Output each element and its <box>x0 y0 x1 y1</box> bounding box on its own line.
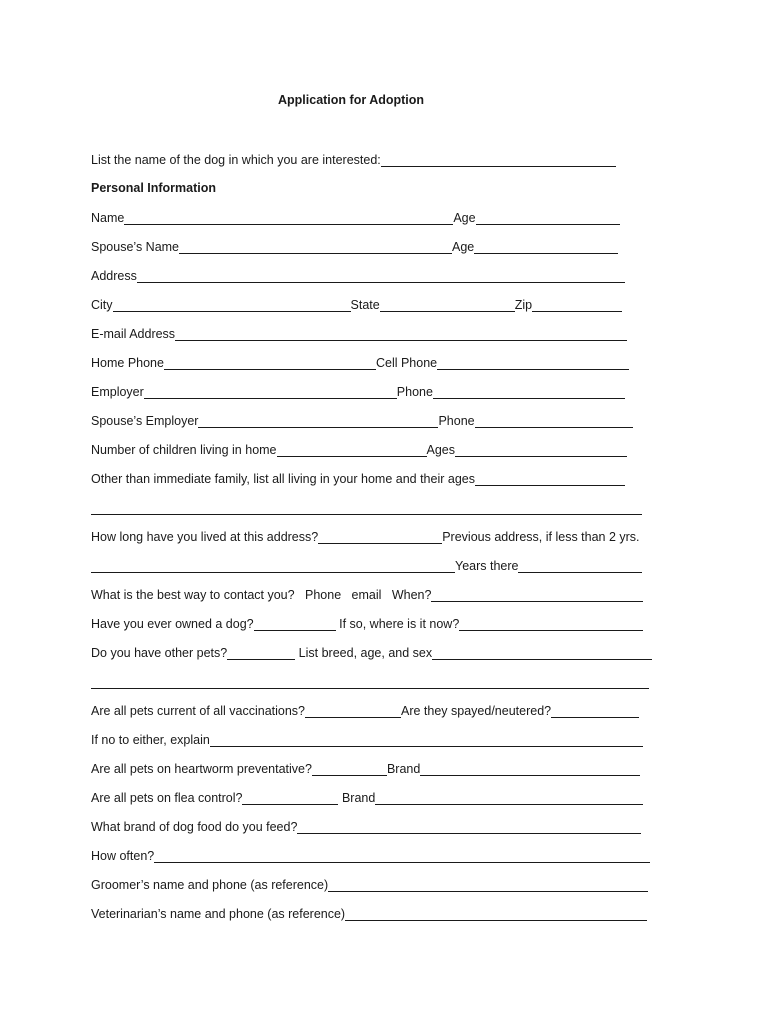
cell-phone-field[interactable] <box>437 355 629 370</box>
vet-field[interactable] <box>345 906 647 921</box>
others-in-home-continuation-field[interactable] <box>91 500 642 515</box>
age-label: Age <box>453 211 476 225</box>
groomer-field[interactable] <box>328 877 648 892</box>
flea-row <box>91 788 656 806</box>
address-label: Address <box>91 269 137 283</box>
vaccinations-label: Are all pets current of all vaccinations? <box>91 704 305 718</box>
residence-row <box>91 527 656 545</box>
others-in-home-field[interactable] <box>475 471 625 486</box>
other-pets-label: Do you have other pets? <box>91 646 228 660</box>
spouse-employer-label: Spouse’s Employer <box>91 414 199 428</box>
state-label: State <box>350 298 380 312</box>
state-field[interactable] <box>380 297 515 312</box>
explain-field[interactable] <box>210 732 643 747</box>
explain-row <box>91 730 656 748</box>
heartworm-brand-field[interactable] <box>420 761 640 776</box>
other-pets-row <box>91 643 656 661</box>
age-field[interactable] <box>476 210 620 225</box>
vet-label: Veterinarian’s name and phone (as reference) <box>91 907 346 921</box>
heartworm-brand-label: Brand <box>386 762 421 776</box>
city-label: City <box>91 298 113 312</box>
page-title: Application for Adoption <box>278 93 425 107</box>
flea-label: Are all pets on flea control? <box>91 791 243 805</box>
dog-food-label: What brand of dog food do you feed? <box>91 820 298 834</box>
other-pets-continuation-field[interactable] <box>91 674 649 689</box>
heartworm-row <box>91 759 656 777</box>
phone-row <box>91 353 656 371</box>
explain-label: If no to either, explain <box>91 733 210 747</box>
city-field[interactable] <box>113 297 351 312</box>
groomer-row <box>91 875 656 893</box>
others-in-home-row <box>91 469 656 487</box>
contact-row <box>91 585 656 603</box>
children-ages-label: Ages <box>426 443 456 457</box>
other-pets-field[interactable] <box>227 645 295 660</box>
city-row <box>91 295 656 313</box>
other-pets-continuation-row <box>91 672 656 690</box>
spouse-name-label: Spouse’s Name <box>91 240 180 254</box>
home-phone-field[interactable] <box>164 355 376 370</box>
address-field[interactable] <box>137 268 625 283</box>
vaccinations-field[interactable] <box>305 703 401 718</box>
email-row <box>91 324 656 342</box>
cell-phone-label: Cell Phone <box>375 356 438 370</box>
spouse-employer-phone-field[interactable] <box>475 413 633 428</box>
previous-address-label: Previous address, if less than 2 yrs. <box>442 530 640 544</box>
employer-label: Employer <box>91 385 144 399</box>
name-field[interactable] <box>124 210 453 225</box>
vet-row <box>91 904 656 922</box>
email-label: E-mail Address <box>91 327 176 341</box>
flea-field[interactable] <box>242 790 338 805</box>
spouse-employer-phone-label: Phone <box>438 414 475 428</box>
children-ages-field[interactable] <box>455 442 627 457</box>
address-row <box>91 266 656 284</box>
others-in-home-continuation-row <box>91 498 656 516</box>
spouse-employer-row <box>91 411 656 429</box>
vaccinations-row <box>91 701 656 719</box>
zip-label: Zip <box>514 298 533 312</box>
dog-food-row <box>91 817 656 835</box>
contact-method-label: What is the best way to contact you? Phone email When? <box>91 588 432 602</box>
previous-address-row <box>91 556 656 574</box>
dog-name-row <box>91 150 656 168</box>
spayed-label: Are they spayed/neutered? <box>401 704 552 718</box>
spouse-age-field[interactable] <box>474 239 618 254</box>
list-breed-label: List breed, age, and sex <box>295 646 433 660</box>
section-heading: Personal Information <box>91 181 217 195</box>
spouse-age-label: Age <box>452 240 475 254</box>
where-now-field[interactable] <box>459 616 643 631</box>
groomer-label: Groomer’s name and phone (as reference) <box>91 878 329 892</box>
name-row <box>91 208 656 226</box>
owned-dog-field[interactable] <box>254 616 336 631</box>
years-there-label: Years there <box>455 559 519 573</box>
how-long-label: How long have you lived at this address? <box>91 530 319 544</box>
children-row <box>91 440 656 458</box>
previous-address-field[interactable] <box>91 558 455 573</box>
zip-field[interactable] <box>532 297 622 312</box>
heartworm-field[interactable] <box>312 761 387 776</box>
children-label: Number of children living in home <box>91 443 277 457</box>
home-phone-label: Home Phone <box>91 356 164 370</box>
where-now-label: If so, where is it now? <box>335 617 460 631</box>
list-breed-field[interactable] <box>432 645 652 660</box>
employer-phone-field[interactable] <box>433 384 625 399</box>
employer-field[interactable] <box>144 384 397 399</box>
name-label: Name <box>91 211 125 225</box>
heartworm-label: Are all pets on heartworm preventative? <box>91 762 312 776</box>
how-often-field[interactable] <box>154 848 650 863</box>
years-there-field[interactable] <box>518 558 642 573</box>
dog-name-field[interactable] <box>381 152 616 167</box>
contact-when-field[interactable] <box>431 587 643 602</box>
spouse-employer-field[interactable] <box>198 413 438 428</box>
spouse-name-field[interactable] <box>179 239 452 254</box>
email-field[interactable] <box>175 326 627 341</box>
flea-brand-label: Brand <box>338 791 376 805</box>
dog-name-label: List the name of the dog in which you are interested: <box>91 153 381 167</box>
dog-food-field[interactable] <box>297 819 641 834</box>
flea-brand-field[interactable] <box>375 790 643 805</box>
spouse-name-row <box>91 237 656 255</box>
spayed-field[interactable] <box>551 703 639 718</box>
owned-dog-row <box>91 614 656 632</box>
how-often-label: How often? <box>91 849 155 863</box>
owned-dog-label: Have you ever owned a dog? <box>91 617 254 631</box>
children-field[interactable] <box>277 442 427 457</box>
employer-phone-label: Phone <box>396 385 433 399</box>
how-long-field[interactable] <box>318 529 442 544</box>
employer-row <box>91 382 656 400</box>
how-often-row <box>91 846 656 864</box>
others-in-home-label: Other than immediate family, list all living in your home and their ages <box>91 472 475 486</box>
